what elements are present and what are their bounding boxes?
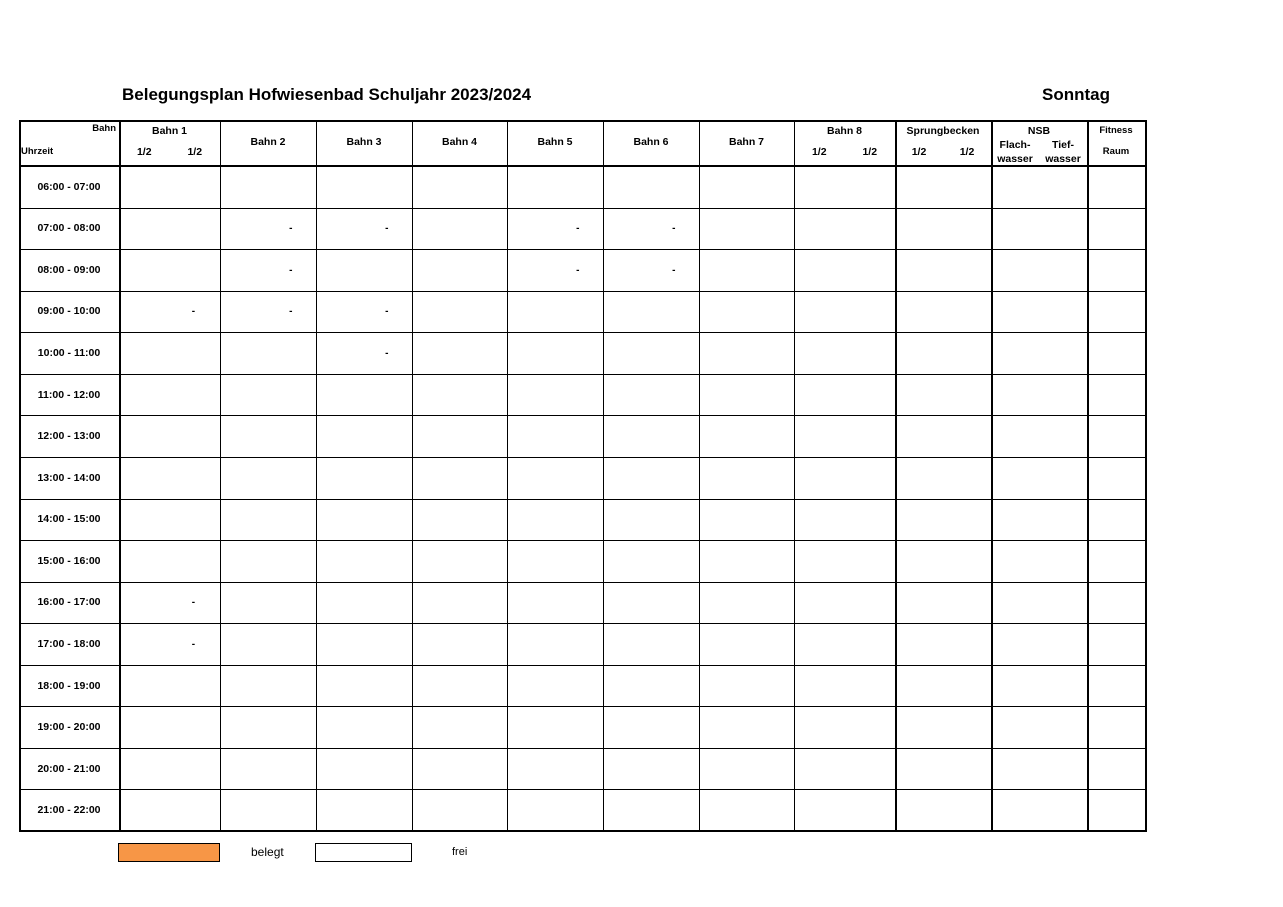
table-bottom-border bbox=[19, 830, 1146, 832]
time-slot-label: 07:00 - 08:00 bbox=[37, 222, 101, 235]
header-bottom-border bbox=[19, 165, 1146, 167]
day-label: Sonntag bbox=[1042, 85, 1110, 104]
column-divider bbox=[603, 120, 604, 832]
time-slot-label: 14:00 - 15:00 bbox=[37, 513, 101, 526]
column-divider bbox=[507, 120, 508, 832]
cell-mark: - bbox=[191, 597, 196, 609]
row-divider bbox=[19, 374, 1146, 375]
time-slot-label: 11:00 - 12:00 bbox=[37, 388, 101, 401]
corner-header-uhrzeit: Uhrzeit bbox=[21, 146, 54, 157]
time-slot-label: 20:00 - 21:00 bbox=[37, 762, 101, 775]
column-subheader: Raum bbox=[1102, 146, 1130, 157]
column-header: Fitness bbox=[1099, 125, 1133, 136]
column-subheader: 1/2 bbox=[136, 146, 152, 158]
column-header: Bahn 1 bbox=[151, 125, 187, 137]
column-subheader: Flach- bbox=[999, 139, 1031, 151]
column-header: Sprungbecken bbox=[906, 125, 980, 137]
column-header: Bahn 3 bbox=[346, 136, 382, 148]
time-slot-label: 06:00 - 07:00 bbox=[37, 180, 101, 193]
table-top-border bbox=[19, 120, 1146, 122]
legend-occupied-swatch bbox=[118, 843, 220, 862]
column-header: Bahn 2 bbox=[250, 136, 286, 148]
row-divider bbox=[19, 540, 1146, 541]
cell-mark: - bbox=[576, 223, 580, 235]
column-subheader: 1/2 bbox=[187, 146, 203, 158]
column-header: Bahn 6 bbox=[633, 136, 669, 148]
column-header: Bahn 4 bbox=[441, 136, 477, 148]
legend-free-label: frei bbox=[452, 846, 468, 858]
legend-free-swatch bbox=[315, 843, 412, 862]
cell-mark: - bbox=[289, 264, 293, 276]
corner-header-bahn: Bahn bbox=[92, 123, 116, 134]
cell-mark: - bbox=[576, 264, 580, 276]
column-divider bbox=[316, 120, 317, 832]
cell-mark: - bbox=[672, 264, 676, 276]
row-divider bbox=[19, 748, 1146, 749]
row-divider bbox=[19, 415, 1146, 416]
row-divider bbox=[19, 665, 1146, 666]
row-divider bbox=[19, 332, 1146, 333]
time-slot-label: 17:00 - 18:00 bbox=[37, 637, 101, 650]
cell-mark: - bbox=[672, 223, 676, 235]
time-slot-label: 08:00 - 09:00 bbox=[37, 263, 101, 276]
column-subheader: 1/2 bbox=[811, 146, 827, 158]
cell-mark: - bbox=[191, 306, 196, 318]
cell-mark: - bbox=[289, 306, 293, 318]
time-slot-label: 10:00 - 11:00 bbox=[37, 347, 101, 360]
column-header: Bahn 5 bbox=[537, 136, 573, 148]
time-slot-label: 19:00 - 20:00 bbox=[37, 721, 101, 734]
column-header: NSB bbox=[1027, 125, 1051, 137]
time-slot-label: 09:00 - 10:00 bbox=[37, 305, 101, 318]
cell-mark: - bbox=[289, 223, 293, 235]
column-subheader: 1/2 bbox=[959, 146, 975, 158]
column-divider bbox=[412, 120, 413, 832]
column-divider bbox=[794, 120, 795, 832]
column-divider bbox=[895, 120, 897, 832]
time-slot-label: 15:00 - 16:00 bbox=[37, 554, 101, 567]
column-divider bbox=[699, 120, 700, 832]
row-divider bbox=[19, 789, 1146, 790]
column-divider bbox=[1145, 120, 1147, 832]
column-subheader: 1/2 bbox=[911, 146, 927, 158]
column-divider bbox=[991, 120, 993, 832]
row-divider bbox=[19, 706, 1146, 707]
row-divider bbox=[19, 291, 1146, 292]
row-divider bbox=[19, 582, 1146, 583]
column-divider bbox=[220, 120, 221, 832]
time-slot-label: 13:00 - 14:00 bbox=[37, 471, 101, 484]
column-subheader: Tief- bbox=[1052, 139, 1074, 151]
row-divider bbox=[19, 499, 1146, 500]
time-slot-label: 16:00 - 17:00 bbox=[37, 596, 101, 609]
column-subheader: wasser bbox=[997, 153, 1033, 165]
column-subheader: 1/2 bbox=[862, 146, 878, 158]
cell-mark: - bbox=[385, 306, 389, 318]
cell-mark: - bbox=[385, 348, 389, 360]
column-divider bbox=[1087, 120, 1089, 832]
column-divider bbox=[119, 120, 121, 832]
column-subheader: wasser bbox=[1045, 153, 1081, 165]
row-divider bbox=[19, 457, 1146, 458]
legend-occupied-label: belegt bbox=[251, 845, 284, 859]
cell-mark: - bbox=[385, 223, 389, 235]
cell-mark: - bbox=[191, 638, 196, 650]
time-slot-label: 21:00 - 22:00 bbox=[37, 804, 101, 817]
page-title: Belegungsplan Hofwiesenbad Schuljahr 2023/2024 bbox=[122, 85, 532, 104]
row-divider bbox=[19, 249, 1146, 250]
row-divider bbox=[19, 208, 1146, 209]
time-slot-label: 12:00 - 13:00 bbox=[37, 430, 101, 443]
column-header: Bahn 7 bbox=[728, 136, 764, 148]
row-divider bbox=[19, 623, 1146, 624]
time-slot-label: 18:00 - 19:00 bbox=[37, 679, 101, 692]
column-header: Bahn 8 bbox=[826, 125, 862, 137]
